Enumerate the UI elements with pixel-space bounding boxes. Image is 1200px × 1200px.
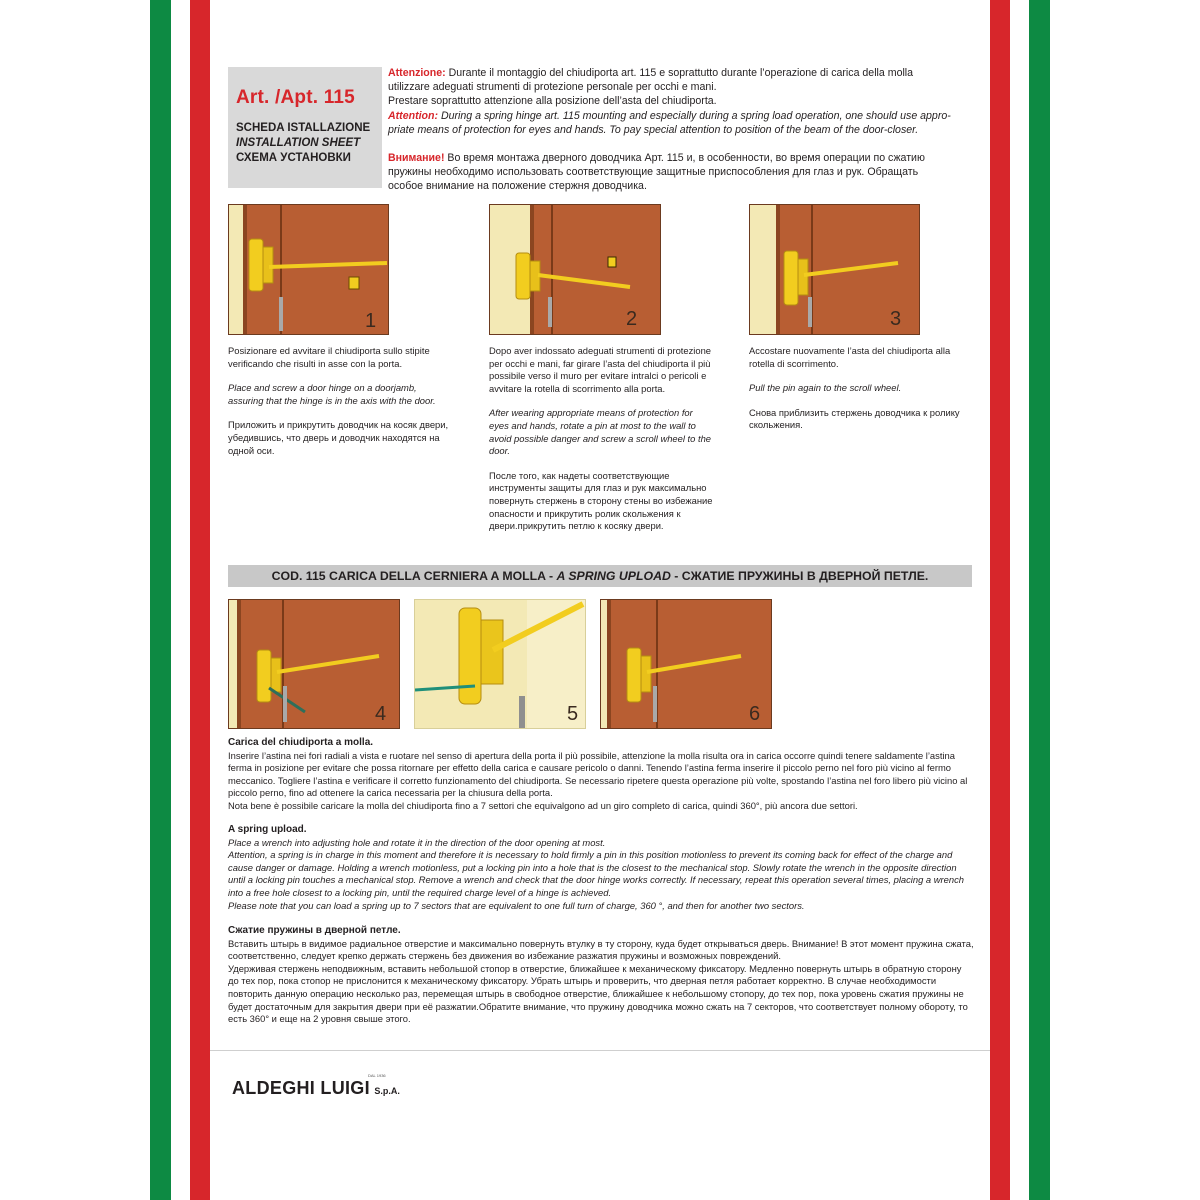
warning-it-text: utilizzare adeguati strumenti di protezione personale per occhi e mani. <box>388 81 717 94</box>
warning-ru-text: Во время монтажа дверного доводчика Арт. 115 и, в особенности, во время операции по сжатию <box>444 152 925 165</box>
english-paragraph: Place a wrench into adjusting hole and rotate it in the direction of the door opening at most. <box>228 836 606 848</box>
step-number: 1 <box>365 310 377 332</box>
warning-it-text: Prestare soprattutto attenzione alla posizione dell’asta del chiudiporta. <box>388 95 717 108</box>
warning-it-label: Attenzione: <box>388 67 446 79</box>
step-3-it: Accostare nuovamente l’asta del chiudiporta alla rotella di scorrimento. <box>749 345 951 369</box>
english-instructions <box>228 824 974 912</box>
step-3-ru: Снова приблизить стержень доводчика к ролику скольжения. <box>749 406 960 431</box>
sheet-title-en: INSTALLATION SHEET <box>236 137 361 149</box>
step-6-photo <box>600 599 772 729</box>
step-1-en: Place and screw a door hinge on a doorjamb, assuring that the hinge is in the axis with the door. <box>228 382 436 406</box>
step-number: 6 <box>749 703 761 725</box>
warning-ru-text: особое внимание на положение стержня доводчика. <box>388 180 647 193</box>
italian-paragraph: Inserire l’astina nei fori radiali a vista e ruotare nel senso di apertura della porta il più possibile, attenzione la molla risulta ora in carica occorre quindi tenere saldamente l’astina ferma in posizione per evitare che possa ritornare per effetto della carica e causare pericolo o danni. Tenendo l’astina ferma inserire il piccolo perno nel foro più vicino al fermo meccanico. Togliere l’astina e verificare il corretto funzionamento del chiudiporta. Se necessario ripetere questa operazione più volte, spostando l’astina nel foro libero più vicino al piccolo perno, fino ad ottenere la carica necessaria per la chiusura della porta. <box>228 749 968 799</box>
right-red-band <box>990 0 1010 1200</box>
sheet-title-ru: СХЕМА УСТАНОВКИ <box>236 152 351 164</box>
step-2-photo <box>489 204 661 335</box>
step-1-it: Posizionare ed avvitare il chiudiporta sullo stipite verificando che risulti in asse con la porta. <box>228 345 430 369</box>
warning-en-label: Attention: <box>388 109 439 122</box>
warning-en-text: priate means of protection for eyes and hands. To pay special attention to position of the beam of the door-closer. <box>388 123 919 136</box>
logo-dal: DAL 1936 <box>368 1073 386 1078</box>
step-number: 4 <box>375 703 387 725</box>
step-number: 3 <box>890 308 902 330</box>
english-paragraph: Attention, a spring is in charge in this moment and therefore it is necessary to hold firmly a pin in this position motionless to prevent its coming back for effect of the charge and cause danger or damage. Holding a wrench motionless, put a locking pin into a hole that is the closest to the mechanical stop. Slowly rotate the wrench in the opposite direction until a locking pin touches a mechanical stop. Remove a wrench and check that the door hinge works correctly. If necessary, repeat this operation several times, placing a wrench into a free hole closest to a locking pin, until the required charge level of a hinge is achieved. <box>228 849 964 898</box>
step-1-text <box>228 345 454 469</box>
step-2-ru: После того, как надеты соответствующие инструменты защиты для глаз и рук максимально повернуть стержень в сторону стены во избежание опасности и прикрутить ролик скольжения к двери.прикрутить петлю к косяку двери. <box>489 469 713 532</box>
section-title-en: A SPRING UPLOAD <box>556 569 671 583</box>
sheet-title-it: SCHEDA ISTALLAZIONE <box>236 122 371 134</box>
article-title: Art. /Apt. 115 <box>236 87 355 108</box>
russian-instructions <box>228 925 974 1026</box>
step-number: 5 <box>567 703 579 725</box>
step-3-photo <box>749 204 920 335</box>
warning-block <box>388 66 973 194</box>
step-number: 2 <box>626 308 638 330</box>
warning-ru-text: пружины необходимо использовать соответствующие защитные приспособления для глаз и рук. Обращать <box>388 166 919 179</box>
right-green-band <box>1029 0 1050 1200</box>
footer-divider <box>210 1050 990 1051</box>
section-title-it: COD. 115 CARICA DELLA CERNIERA A MOLLA - <box>271 569 557 583</box>
step-3-en: Pull the pin again to the scroll wheel. <box>749 382 902 394</box>
section-title-ru: - СЖАТИЕ ПРУЖИНЫ В ДВЕРНОЙ ПЕТЛЕ. <box>670 569 929 583</box>
italian-paragraph: Nota bene è possibile caricare la molla del chiudiporta fino a 7 settori che equivalgono ad un giro completo di carica, quindi 360°, più ancora due settori. <box>228 799 858 811</box>
step-2-it: Dopo aver indossato adeguati strumenti di protezione per occhi e mani, far girare l’asta del chiudiporta il più possibile verso il muro per evitare intralci o pericoli e avvitare la rotella di scorrimento alla porta. <box>489 345 712 394</box>
logo-suffix: S.p.A. <box>374 1086 400 1096</box>
step-1-photo <box>228 204 389 335</box>
step-4-photo <box>228 599 400 729</box>
italian-heading: Carica del chiudiporta a molla. <box>228 737 374 748</box>
step-3-text <box>749 345 974 444</box>
russian-heading: Сжатие пружины в дверной петле. <box>228 925 401 936</box>
step-1-ru: Приложить и прикрутить доводчик на косяк двери, убедившись, что дверь и доводчик находятся на одной оси. <box>228 419 449 456</box>
russian-paragraph: Вставить штырь в видимое радиальное отверстие и максимально повернуть втулку в ту сторону, куда будет открываться дверь. Внимание! В этот момент пружина сжата, соответственно, следует крепко держать стержень без движения во избежание разжатия пружины и возможных повреждений. <box>228 937 974 962</box>
company-logo <box>232 1073 400 1099</box>
header-box <box>228 67 382 188</box>
step-2-en: After wearing appropriate means of protection for eyes and hands, rotate a pin at most to the wall to avoid possible danger and screw a scroll wheel to the door. <box>489 407 712 457</box>
logo-name: ALDEGHI LUIGI <box>232 1078 370 1098</box>
russian-paragraph: Удерживая стержень неподвижным, вставить небольшой стопор в отверстие, ближайшее к механическому фиксатору. Медленно повернуть штырь в обратную сторону до тех пор, пока стопор не прислонится к механическому фиксатору. Убрать штырь и проверить, что дверная петля работает корректно. В случае необходимости повторить данную операцию несколько раз, перемещая штырь в свободное отверстие, ближайшее к небольшому стопору, до тех пор, пока уровень сжатия пружины не будет достаточным для закрытия двери при её разжатии.Обратите внимание, что пружину доводчика можно сжать на 7 секторов, что соответствует полному обороту, то есть 360° и еще на 2 уровня свыше этого. <box>228 962 968 1025</box>
warning-en-text: During a spring hinge art. 115 mounting and especially during a spring load operation, one should use appro- <box>438 109 951 122</box>
step-5-photo <box>414 599 586 729</box>
english-heading: A spring upload. <box>228 824 307 835</box>
english-paragraph: Please note that you can load a spring up to 7 sectors that are equivalent to one full turn of charge, 360 °, and then for another two sectors. <box>228 899 805 911</box>
left-green-band <box>150 0 171 1200</box>
section-title-bar <box>228 565 972 587</box>
warning-ru-label: Внимание! <box>388 152 445 165</box>
step-2-text <box>489 345 713 545</box>
italian-instructions <box>228 737 974 813</box>
left-red-band <box>190 0 210 1200</box>
warning-it-text: Durante il montaggio del chiudiporta art. 115 e soprattutto durante l’operazione di carica della molla <box>445 67 914 79</box>
